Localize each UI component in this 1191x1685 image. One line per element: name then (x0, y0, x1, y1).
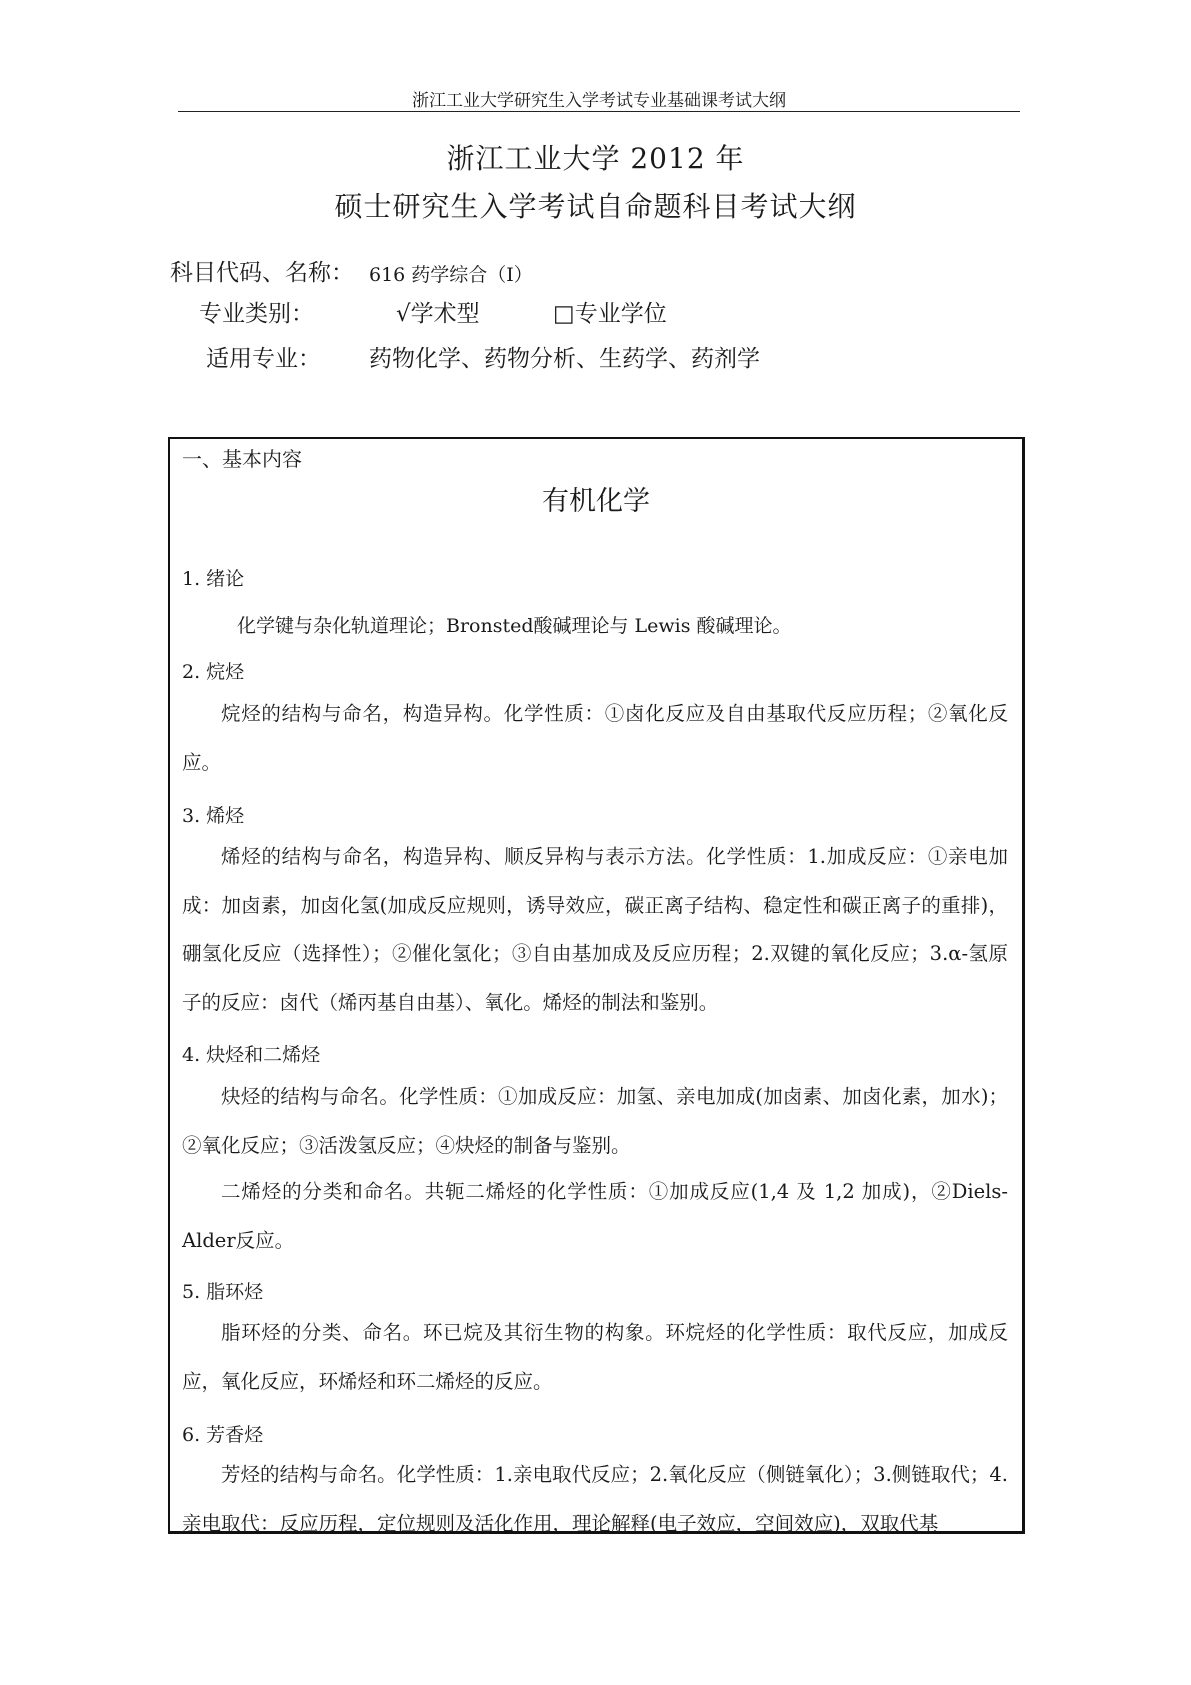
running-header: 浙江工业大学研究生入学考试专业基础课考试大纲 (412, 91, 786, 111)
subject-title: 有机化学 (542, 486, 650, 517)
heading-aromatic: 6. 芳香烃 (182, 1424, 264, 1446)
category-academic: √学术型 (396, 301, 480, 327)
heading-introduction: 1. 绪论 (182, 568, 245, 590)
majors-value: 药物化学、药物分析、生药学、药剂学 (369, 346, 760, 372)
subject-code-label: 科目代码、名称： (170, 260, 354, 286)
heading-alkynes-dienes: 4. 炔烃和二烯烃 (182, 1044, 321, 1066)
section-label: 一、基本内容 (182, 447, 302, 471)
majors-label: 适用专业： (206, 346, 321, 372)
para-dienes: 二烯烃的分类和命名。共轭二烯烃的化学性质：①加成反应(1,4 及 1,2 加成)，②Diels-Alder反应。 (182, 1180, 1008, 1252)
heading-alicyclic: 5. 脂环烃 (182, 1281, 264, 1303)
heading-alkanes: 2. 烷烃 (182, 661, 245, 683)
para-aromatic: 芳烃的结构与命名。化学性质：1.亲电取代反应；2.氧化反应（侧链氧化）；3.侧链取代；4.亲电取代：反应历程，定位规则及活化作用，理论解释(电子效应，空间效应)，双取代基 (182, 1463, 1008, 1535)
para-alkynes: 炔烃的结构与命名。化学性质：①加成反应：加氢、亲电加成(加卤素、加卤化素，加水)；②氧化反应；③活泼氢反应；④炔烃的制备与鉴别。 (182, 1085, 1008, 1157)
document-title: 浙江工业大学 2012 年 (446, 142, 745, 175)
header-rule (178, 111, 1020, 112)
category-label: 专业类别： (199, 301, 314, 327)
content-box (168, 437, 1025, 1534)
para-alicyclic: 脂环烃的分类、命名。环已烷及其衍生物的构象。环烷烃的化学性质：取代反应，加成反应，氧化反应，环烯烃和环二烯烃的反应。 (182, 1321, 1008, 1393)
para-alkanes: 烷烃的结构与命名，构造异构。化学性质：①卤化反应及自由基取代反应历程；②氧化反应。 (182, 702, 1008, 774)
para-introduction: 化学键与杂化轨道理论；Bronsted酸碱理论与 Lewis 酸碱理论。 (237, 615, 792, 637)
para-alkenes: 烯烃的结构与命名，构造异构、顺反异构与表示方法。化学性质：1.加成反应：①亲电加成：加卤素，加卤化氢(加成反应规则，诱导效应，碳正离子结构、稳定性和碳正离子的重排)，硼氢化反应（选择性）；②催化氢化；③自由基加成及反应历程；2.双键的氧化反应；3.α-氢原子的反应：卤代（烯丙基自由基）、氧化。烯烃的制法和鉴别。 (182, 845, 1008, 1014)
subject-code-value: 616 药学综合（Ⅰ） (369, 264, 533, 286)
heading-alkenes: 3. 烯烃 (182, 805, 245, 827)
category-professional: □专业学位 (553, 301, 667, 327)
document-subtitle: 硕士研究生入学考试自命题科目考试大纲 (334, 190, 857, 223)
